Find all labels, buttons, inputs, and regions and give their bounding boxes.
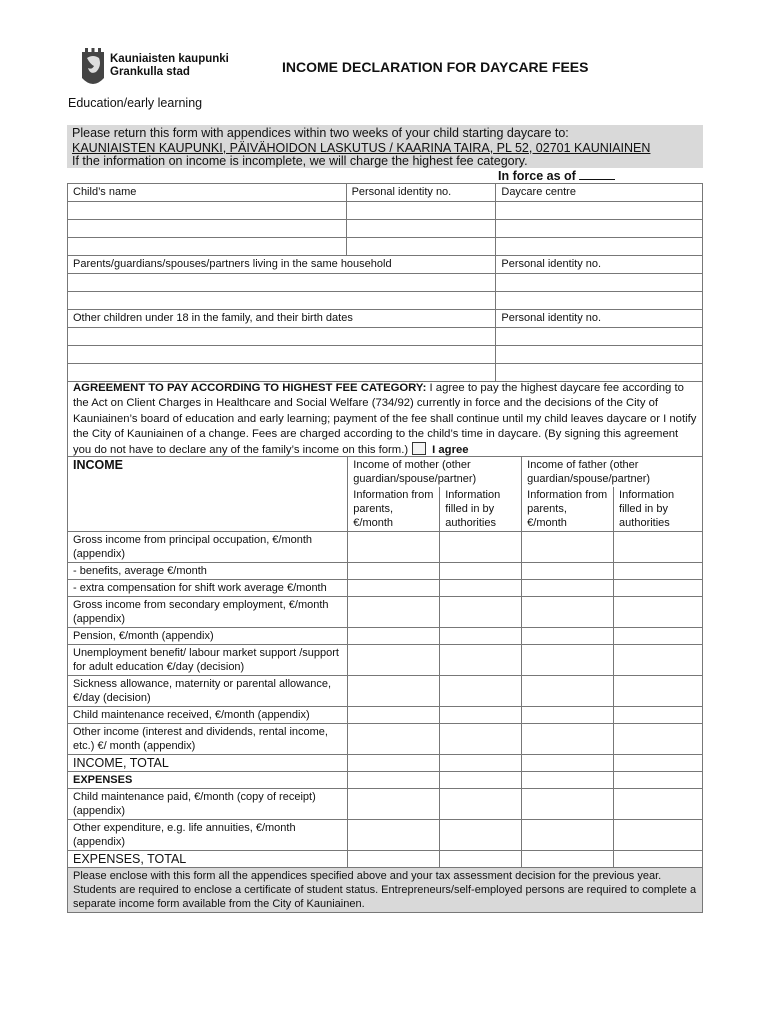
mother-parents-field[interactable] xyxy=(348,851,440,868)
parent-id-field[interactable] xyxy=(496,292,703,310)
mother-authorities-field[interactable] xyxy=(440,789,522,820)
other-child-field[interactable] xyxy=(68,328,496,346)
child-name-header: Child’s name xyxy=(68,184,347,202)
child-name-field[interactable] xyxy=(68,238,347,256)
father-authorities-field[interactable] xyxy=(614,645,703,676)
income-heading: INCOME xyxy=(68,457,348,532)
income-row-label: Pension, €/month (appendix) xyxy=(68,628,348,645)
father-authorities-field[interactable] xyxy=(614,851,703,868)
notice-line1: Please return this form with appendices within two weeks of your child starting daycare to: xyxy=(72,126,569,140)
income-table xyxy=(67,456,703,913)
father-authorities-field[interactable] xyxy=(614,724,703,755)
father-authorities-field[interactable] xyxy=(614,563,703,580)
logo-line1: Kauniaisten kaupunki xyxy=(110,53,229,65)
income-row-label: Gross income from principal occupation, €/month (appendix) xyxy=(68,532,348,563)
agree-label: I agree xyxy=(432,444,469,457)
father-parents-field[interactable] xyxy=(522,724,614,755)
daycare-centre-field[interactable] xyxy=(496,238,703,256)
mother-authorities-field[interactable] xyxy=(440,724,522,755)
mother-authorities-field[interactable] xyxy=(440,851,522,868)
father-authorities-field[interactable] xyxy=(614,789,703,820)
other-child-id-field[interactable] xyxy=(496,346,703,364)
footer-instructions: Please enclose with this form all the appendices specified above and your tax assessment decision for the previous year. Students are required to enclose a certificate of student status. Entrepreneurs/self-employed persons are required to complete a separate income form available from the City of Kauniainen. xyxy=(68,868,703,913)
child-id-field[interactable] xyxy=(346,238,496,256)
income-total-label: INCOME, TOTAL xyxy=(68,755,348,772)
father-parents-field[interactable] xyxy=(522,820,614,851)
parents-id-header: Personal identity no. xyxy=(496,256,703,274)
parents-header: Parents/guardians/spouses/partners living in the same household xyxy=(68,256,496,274)
mother-authorities-field[interactable] xyxy=(440,532,522,563)
mother-authorities-field[interactable] xyxy=(440,755,522,772)
father-authorities-field[interactable] xyxy=(614,755,703,772)
father-parents-field[interactable] xyxy=(522,676,614,707)
income-row-label: - extra compensation for shift work average €/month xyxy=(68,580,348,597)
child-id-header: Personal identity no. xyxy=(346,184,496,202)
mother-authorities-field[interactable] xyxy=(440,563,522,580)
mother-parents-field[interactable] xyxy=(348,676,440,707)
mother-parents-field[interactable] xyxy=(348,820,440,851)
mother-parents-field[interactable] xyxy=(348,597,440,628)
child-id-field[interactable] xyxy=(346,202,496,220)
mother-authorities-field[interactable] xyxy=(440,580,522,597)
mother-col-authorities: Information filled in by authorities xyxy=(440,487,522,532)
income-row-label: Unemployment benefit/ labour market support /support for adult education €/day (decision) xyxy=(68,645,348,676)
father-authorities-field[interactable] xyxy=(614,707,703,724)
income-row-label: Child maintenance received, €/month (appendix) xyxy=(68,707,348,724)
notice-line3: If the information on income is incomplete, we will charge the highest fee category. xyxy=(72,154,528,168)
mother-parents-field[interactable] xyxy=(348,628,440,645)
father-authorities-field[interactable] xyxy=(614,597,703,628)
father-col-authorities: Information filled in by authorities xyxy=(614,487,703,532)
mother-parents-field[interactable] xyxy=(348,580,440,597)
father-income-header: Income of father (other guardian/spouse/partner) xyxy=(522,457,703,488)
father-parents-field[interactable] xyxy=(522,645,614,676)
mother-parents-field[interactable] xyxy=(348,707,440,724)
expenses-total-label: EXPENSES, TOTAL xyxy=(68,851,348,868)
mother-authorities-field[interactable] xyxy=(440,676,522,707)
other-children-id-header: Personal identity no. xyxy=(496,310,703,328)
mother-parents-field[interactable] xyxy=(348,789,440,820)
father-authorities-field[interactable] xyxy=(614,628,703,645)
mother-authorities-field[interactable] xyxy=(440,820,522,851)
income-row-label: Other income (interest and dividends, rental income, etc.) €/ month (appendix) xyxy=(68,724,348,755)
father-parents-field[interactable] xyxy=(522,707,614,724)
other-child-field[interactable] xyxy=(68,364,496,382)
highest-fee-agreement xyxy=(67,381,703,456)
in-force-label: In force as of xyxy=(498,169,576,183)
daycare-centre-field[interactable] xyxy=(496,220,703,238)
father-parents-field[interactable] xyxy=(522,628,614,645)
parent-name-field[interactable] xyxy=(68,292,496,310)
notice-address: KAUNIAISTEN KAUPUNKI, PÄIVÄHOIDON LASKUTUS / KAARINA TAIRA, PL 52, 02701 KAUNIAINEN xyxy=(72,140,651,155)
father-authorities-field[interactable] xyxy=(614,580,703,597)
other-child-id-field[interactable] xyxy=(496,364,703,382)
mother-parents-field[interactable] xyxy=(348,755,440,772)
father-parents-field[interactable] xyxy=(522,851,614,868)
mother-income-header: Income of mother (other guardian/spouse/partner) xyxy=(348,457,522,488)
daycare-centre-header: Daycare centre xyxy=(496,184,703,202)
logo-wordmark xyxy=(110,53,229,79)
parent-name-field[interactable] xyxy=(68,274,496,292)
father-authorities-field[interactable] xyxy=(614,820,703,851)
agreement-heading: AGREEMENT TO PAY ACCORDING TO HIGHEST FEE CATEGORY: xyxy=(73,382,427,394)
in-force-as-of xyxy=(498,169,615,183)
form-title: INCOME DECLARATION FOR DAYCARE FEES xyxy=(282,59,589,75)
mother-parents-field[interactable] xyxy=(348,724,440,755)
expense-row-label: Child maintenance paid, €/month (copy of receipt) (appendix) xyxy=(68,789,348,820)
father-parents-field[interactable] xyxy=(522,563,614,580)
father-authorities-field[interactable] xyxy=(614,532,703,563)
form-subtitle: Education/early learning xyxy=(68,96,203,110)
expenses-heading: EXPENSES xyxy=(68,772,348,789)
father-authorities-field[interactable] xyxy=(614,676,703,707)
father-parents-field[interactable] xyxy=(522,580,614,597)
other-children-header: Other children under 18 in the family, and their birth dates xyxy=(68,310,496,328)
parent-id-field[interactable] xyxy=(496,274,703,292)
mother-parents-field[interactable] xyxy=(348,563,440,580)
mother-authorities-field[interactable] xyxy=(440,645,522,676)
income-row-label: Sickness allowance, maternity or parental allowance, €/day (decision) xyxy=(68,676,348,707)
household-table xyxy=(67,183,703,382)
daycare-centre-field[interactable] xyxy=(496,202,703,220)
expense-row-label: Other expenditure, e.g. life annuities, €/month (appendix) xyxy=(68,820,348,851)
father-parents-field[interactable] xyxy=(522,597,614,628)
mother-authorities-field[interactable] xyxy=(440,597,522,628)
child-id-field[interactable] xyxy=(346,220,496,238)
income-row-label: Gross income from secondary employment, €/month (appendix) xyxy=(68,597,348,628)
mother-parents-field[interactable] xyxy=(348,532,440,563)
father-col-parents: Information from parents, €/month xyxy=(522,487,614,532)
other-child-id-field[interactable] xyxy=(496,328,703,346)
father-parents-field[interactable] xyxy=(522,532,614,563)
mother-col-parents: Information from parents, €/month xyxy=(348,487,440,532)
agreement-text: I agree to pay the highest daycare fee according to the Act on Client Charges in Healthcare and Social Welfare (734/92) currently in force and the decisions of the City of Kauniainen’s board of education and early learning; payment of the fee shall continue until my child leaves daycare or I notify the City of Kauniainen of a change. Fees are charged according to the child’s time in daycare. (By signing this agreement you do not have to declare any of the family’s income on this form.) xyxy=(73,382,697,457)
mother-authorities-field[interactable] xyxy=(440,628,522,645)
father-parents-field[interactable] xyxy=(522,789,614,820)
in-force-date-field[interactable] xyxy=(579,170,615,180)
income-row-label: - benefits, average €/month xyxy=(68,563,348,580)
other-child-field[interactable] xyxy=(68,346,496,364)
father-parents-field[interactable] xyxy=(522,755,614,772)
child-name-field[interactable] xyxy=(68,220,347,238)
mother-parents-field[interactable] xyxy=(348,645,440,676)
logo-line2: Grankulla stad xyxy=(110,66,190,78)
agree-checkbox[interactable] xyxy=(412,442,426,455)
mother-authorities-field[interactable] xyxy=(440,707,522,724)
child-name-field[interactable] xyxy=(68,202,347,220)
